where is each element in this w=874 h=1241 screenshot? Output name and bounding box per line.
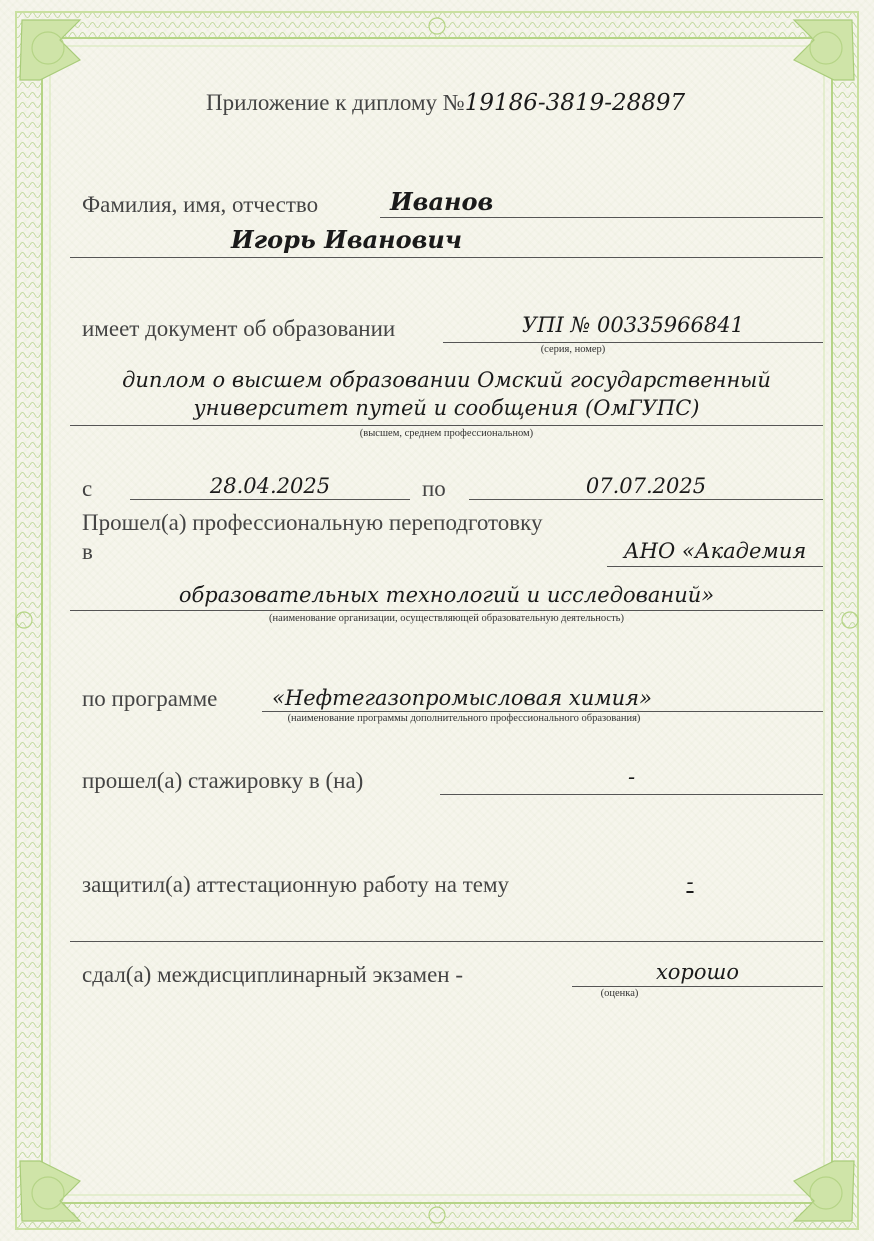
surname-underline [380,217,823,218]
retraining-label-line1: Прошел(а) профессиональную переподготовку [82,510,543,535]
education-doc-label: имеет документ об образовании [82,316,396,341]
education-doc-desc-underline [70,425,823,426]
exam-grade-value: хорошо [655,960,740,984]
given-name-value: Игорь Иванович [230,225,462,254]
program-label: по программе [82,686,218,711]
internship-label: прошел(а) стажировку в (на) [82,768,364,793]
exam-note: (оценка) [600,988,639,999]
period-from-label: с [82,476,93,501]
thesis-value: - [686,870,694,894]
retraining-org-line1-underline [607,566,823,567]
retraining-org-note: (наименование организации, осуществляющей образовательную деятельность) [269,613,624,624]
given-name-underline [70,257,823,258]
program-note: (наименование программы дополнительного профессионального образования) [287,713,641,724]
retraining-org-underline [70,610,823,611]
period-from-value: 28.04.2025 [209,474,331,498]
name-label: Фамилия, имя, отчество [82,192,319,217]
header-prefix: Приложение к диплому № [206,90,465,115]
thesis-underline [70,941,823,942]
program-underline [262,711,823,712]
thesis-label: защитил(а) аттестационную работу на тему [82,872,510,897]
education-doc-number: УПІ № 00335966841 [522,313,744,337]
education-doc-number-underline [443,342,823,343]
retraining-label-line2: в [82,539,93,564]
surname-value: Иванов [390,187,494,216]
header-title [206,90,685,116]
period-to-underline [469,499,823,500]
internship-underline [440,794,823,795]
diploma-number: 19186-3819-28897 [464,90,686,116]
period-to-label: по [422,476,446,501]
period-from-underline [130,499,410,500]
education-doc-desc-note: (высшем, среднем профессиональном) [359,428,534,439]
internship-value: - [627,765,636,789]
exam-underline [572,986,823,987]
retraining-org-line1: АНО «Академия [623,539,807,563]
education-doc-number-note: (серия, номер) [540,344,606,355]
period-to-value: 07.07.2025 [585,474,707,498]
exam-label: сдал(а) междисциплинарный экзамен - [82,962,464,987]
education-doc-desc-line1: диплом о высшем образовании Омский государственный [122,368,771,392]
education-doc-desc-line2: университет путей и сообщения (ОмГУПС) [193,396,700,420]
program-value: «Нефтегазопромысловая химия» [272,686,652,710]
retraining-org-line2: образовательных технологий и исследований» [178,583,715,607]
